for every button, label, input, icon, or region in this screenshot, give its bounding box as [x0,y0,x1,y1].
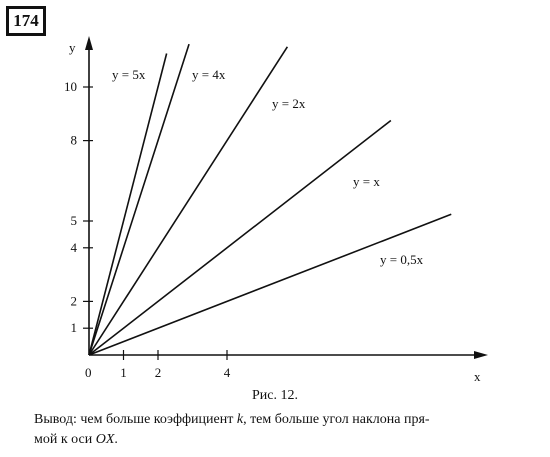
y-tick-label: 2 [70,293,77,309]
conclusion-text [34,410,538,450]
series-labels [112,67,424,267]
series-label-k-4: y = 4x [192,67,226,82]
x-tick-label: 4 [223,365,231,380]
series-label-k-0-5: y = 0,5x [380,252,424,267]
axis-name: OX [95,432,115,447]
x-axis-arrow [474,351,488,359]
axes [69,36,488,384]
y-tick-label: 4 [70,239,77,255]
x-tick-label: 1 [120,365,127,380]
series-line-k-2 [89,47,287,355]
problem-number: 174 [13,11,39,30]
y-tick-label: 10 [64,79,77,94]
conclusion-part-2: , тем больше угол наклона пря- [243,412,430,427]
series-label-k-2: y = 2x [272,96,306,111]
series-line-k-0-5 [89,214,451,355]
y-tick-label: 1 [70,320,77,336]
series-line-k-1 [89,121,391,356]
y-axis-arrow [85,36,93,50]
y-tick-label: 8 [70,132,77,148]
conclusion-part-4: . [114,432,118,447]
series-lines [89,44,451,355]
y-tick-label: 5 [70,213,77,228]
x-tick-label: 2 [154,365,162,380]
series-line-k-5 [89,54,167,356]
series-label-k-1: y = x [353,174,380,189]
conclusion-part-3: мой к оси [34,432,96,447]
y-axis-label: y [69,40,76,55]
origin-label: 0 [85,365,92,380]
x-axis-label: x [474,369,481,384]
conclusion-part-1: Вывод: чем больше коэффициент [34,412,237,427]
figure-caption: Рис. 12. [252,388,298,403]
series-line-k-4 [89,44,189,355]
series-label-k-5: y = 5x [112,67,146,82]
coefficient-k: k [236,412,244,427]
